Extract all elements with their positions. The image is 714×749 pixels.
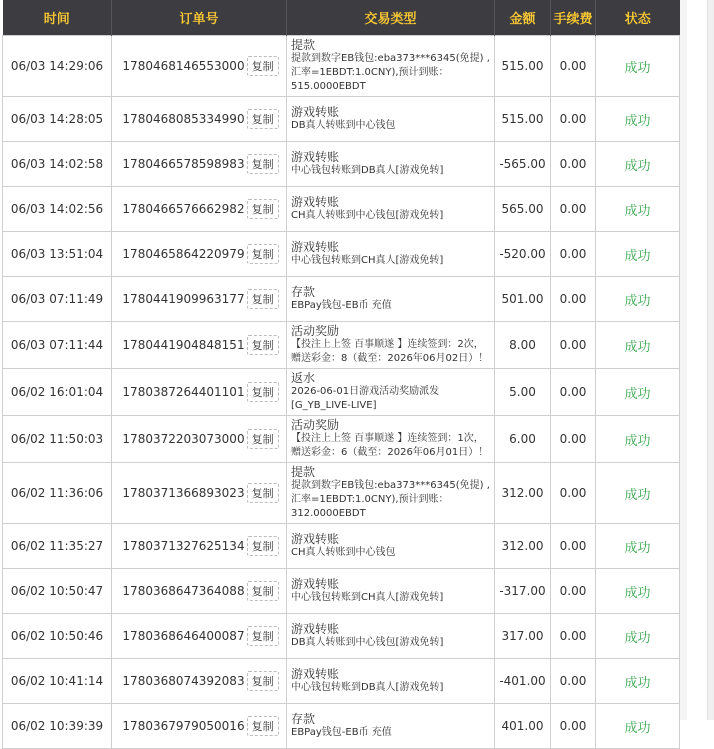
type-title: 提款	[291, 38, 316, 52]
type-description: 提款到数字EB钱包:eba373***6345(免提) ,汇率=1EBDT:1.0CNY),预计到账：515.0000EBDT	[291, 53, 490, 92]
scrollbar-track[interactable]	[707, 0, 714, 720]
table-row	[3, 659, 680, 704]
row-time: 06/02 10:50:46	[3, 614, 112, 659]
row-order	[112, 97, 287, 142]
row-time: 06/03 14:02:56	[3, 187, 112, 232]
copy-button[interactable]: 复制	[247, 581, 279, 601]
order-number: 1780368646400087	[122, 629, 245, 643]
status-badge: 成功	[624, 248, 651, 264]
row-time: 06/03 14:29:06	[3, 36, 112, 97]
order-number: 1780465864220979	[122, 247, 245, 261]
row-type	[287, 232, 495, 277]
row-fee: 0.00	[551, 97, 596, 142]
type-description: CH真人转账到中心钱包[游戏免转]	[291, 210, 444, 221]
row-amount: 515.00	[495, 97, 551, 142]
row-amount: 5.00	[495, 369, 551, 416]
row-order	[112, 569, 287, 614]
row-amount: 312.00	[495, 463, 551, 524]
order-number: 1780441909963177	[122, 292, 245, 306]
row-status	[596, 524, 680, 569]
row-order	[112, 369, 287, 416]
copy-button[interactable]: 复制	[247, 626, 279, 646]
copy-button[interactable]: 复制	[247, 244, 279, 264]
row-time: 06/03 14:02:58	[3, 142, 112, 187]
header-status: 状态	[596, 0, 680, 36]
row-status	[596, 704, 680, 749]
status-badge: 成功	[624, 487, 651, 503]
type-title: 存款	[291, 285, 316, 299]
order-number: 1780372203073000	[122, 432, 245, 446]
row-time: 06/02 11:35:27	[3, 524, 112, 569]
row-status	[596, 97, 680, 142]
row-status	[596, 659, 680, 704]
type-description: 中心钱包转账到DB真人[游戏免转]	[291, 165, 444, 176]
row-amount: 515.00	[495, 36, 551, 97]
row-amount: -520.00	[495, 232, 551, 277]
row-type	[287, 36, 495, 97]
status-badge: 成功	[624, 540, 651, 556]
row-fee: 0.00	[551, 416, 596, 463]
type-description: 中心钱包转账到DB真人[游戏免转]	[291, 682, 444, 693]
order-number: 1780371366893023	[122, 486, 245, 500]
copy-button[interactable]: 复制	[247, 716, 279, 736]
type-title: 游戏转账	[291, 150, 340, 164]
type-title: 提款	[291, 465, 316, 479]
status-badge: 成功	[624, 675, 651, 691]
row-time: 06/03 13:51:04	[3, 232, 112, 277]
row-status	[596, 463, 680, 524]
row-status	[596, 187, 680, 232]
type-description: DB真人转账到中心钱包	[291, 120, 396, 131]
type-description: DB真人转账到中心钱包[游戏免转]	[291, 637, 444, 648]
row-fee: 0.00	[551, 142, 596, 187]
type-description: 【投注上上签 百事顺遂 】连续签到：1次，赠送彩金：6（截至：2026年06月01日）！	[291, 433, 489, 458]
row-fee: 0.00	[551, 322, 596, 369]
type-title: 游戏转账	[291, 240, 340, 254]
header-amount: 金额	[495, 0, 551, 36]
row-type	[287, 416, 495, 463]
header-order: 订单号	[112, 0, 287, 36]
row-order	[112, 232, 287, 277]
row-type	[287, 463, 495, 524]
type-title: 存款	[291, 712, 316, 726]
copy-button[interactable]: 复制	[247, 154, 279, 174]
row-fee: 0.00	[551, 463, 596, 524]
row-fee: 0.00	[551, 614, 596, 659]
row-status	[596, 277, 680, 322]
row-fee: 0.00	[551, 369, 596, 416]
type-title: 游戏转账	[291, 577, 340, 591]
row-fee: 0.00	[551, 704, 596, 749]
type-description: 中心钱包转账到CH真人[游戏免转]	[291, 592, 444, 603]
table-row	[3, 97, 680, 142]
copy-button[interactable]: 复制	[247, 429, 279, 449]
row-time: 06/03 14:28:05	[3, 97, 112, 142]
copy-button[interactable]: 复制	[247, 199, 279, 219]
row-type	[287, 524, 495, 569]
row-status	[596, 232, 680, 277]
row-amount: 565.00	[495, 187, 551, 232]
type-description: 【投注上上签 百事顺遂 】连续签到：2次，赠送彩金：8（截至：2026年06月02日）！	[291, 339, 489, 364]
status-badge: 成功	[624, 203, 651, 219]
row-order	[112, 277, 287, 322]
type-title: 返水	[291, 371, 316, 385]
type-title: 活动奖励	[291, 418, 340, 432]
order-number: 1780466576662982	[122, 202, 245, 216]
row-time: 06/03 07:11:44	[3, 322, 112, 369]
type-description: EBPay钱包-EB币 充值	[291, 727, 392, 738]
row-type	[287, 142, 495, 187]
row-order	[112, 463, 287, 524]
type-description: CH真人转账到中心钱包	[291, 547, 396, 558]
header-fee: 手续费	[551, 0, 596, 36]
status-badge: 成功	[624, 158, 651, 174]
row-type	[287, 614, 495, 659]
row-amount: 6.00	[495, 416, 551, 463]
row-amount: 317.00	[495, 614, 551, 659]
type-title: 游戏转账	[291, 105, 340, 119]
status-badge: 成功	[624, 293, 651, 309]
row-status	[596, 416, 680, 463]
status-badge: 成功	[624, 585, 651, 601]
row-type	[287, 704, 495, 749]
row-status	[596, 369, 680, 416]
table-row	[3, 614, 680, 659]
table-right-shadow	[679, 0, 687, 720]
table-row	[3, 187, 680, 232]
row-amount: -401.00	[495, 659, 551, 704]
row-status	[596, 569, 680, 614]
header-type: 交易类型	[287, 0, 495, 36]
row-fee: 0.00	[551, 569, 596, 614]
row-time: 06/02 11:36:06	[3, 463, 112, 524]
copy-button[interactable]: 复制	[247, 56, 279, 76]
order-number: 1780371327625134	[122, 539, 245, 553]
row-fee: 0.00	[551, 277, 596, 322]
type-description: 中心钱包转账到CH真人[游戏免转]	[291, 255, 444, 266]
order-number: 1780468085334990	[122, 112, 245, 126]
copy-button[interactable]: 复制	[247, 382, 279, 402]
row-type	[287, 569, 495, 614]
row-status	[596, 322, 680, 369]
row-type	[287, 369, 495, 416]
table-row	[3, 569, 680, 614]
copy-button[interactable]: 复制	[247, 289, 279, 309]
row-order	[112, 659, 287, 704]
row-fee: 0.00	[551, 524, 596, 569]
type-title: 游戏转账	[291, 195, 340, 209]
row-time: 06/02 11:50:03	[3, 416, 112, 463]
copy-button[interactable]: 复制	[247, 335, 279, 355]
row-fee: 0.00	[551, 659, 596, 704]
row-time: 06/02 10:41:14	[3, 659, 112, 704]
status-badge: 成功	[624, 113, 651, 129]
row-amount: 401.00	[495, 704, 551, 749]
table-row	[3, 704, 680, 749]
row-fee: 0.00	[551, 187, 596, 232]
row-order	[112, 416, 287, 463]
table-row	[3, 463, 680, 524]
transactions-table	[2, 0, 680, 749]
order-number: 1780367979050016	[122, 719, 245, 733]
table-header	[3, 0, 680, 36]
table-row	[3, 232, 680, 277]
row-order	[112, 142, 287, 187]
row-time: 06/02 10:39:39	[3, 704, 112, 749]
status-badge: 成功	[624, 60, 651, 76]
row-amount: -565.00	[495, 142, 551, 187]
order-number: 1780466578598983	[122, 157, 245, 171]
status-badge: 成功	[624, 720, 651, 736]
order-number: 1780387264401101	[122, 385, 245, 399]
row-order	[112, 36, 287, 97]
row-order	[112, 524, 287, 569]
row-amount: 312.00	[495, 524, 551, 569]
copy-button[interactable]: 复制	[247, 109, 279, 129]
table-row	[3, 142, 680, 187]
header-time: 时间	[3, 0, 112, 36]
type-description: 提款到数字EB钱包:eba373***6345(免提) ,汇率=1EBDT:1.0CNY),预计到账：312.0000EBDT	[291, 480, 490, 519]
row-amount: -317.00	[495, 569, 551, 614]
row-amount: 501.00	[495, 277, 551, 322]
row-time: 06/02 10:50:47	[3, 569, 112, 614]
table-row	[3, 369, 680, 416]
row-amount: 8.00	[495, 322, 551, 369]
row-order	[112, 187, 287, 232]
copy-button[interactable]: 复制	[247, 671, 279, 691]
table-row	[3, 524, 680, 569]
table-row	[3, 322, 680, 369]
row-time: 06/03 07:11:49	[3, 277, 112, 322]
row-time: 06/02 16:01:04	[3, 369, 112, 416]
row-fee: 0.00	[551, 36, 596, 97]
row-fee: 0.00	[551, 232, 596, 277]
type-description: 2026-06-01日游戏活动奖励派发[G_YB_LIVE-LIVE]	[291, 386, 440, 411]
order-number: 1780368647364088	[122, 584, 245, 598]
table-row	[3, 416, 680, 463]
row-status	[596, 614, 680, 659]
row-order	[112, 322, 287, 369]
row-order	[112, 704, 287, 749]
table-body	[3, 36, 680, 749]
order-number: 1780468146553000	[122, 59, 245, 73]
status-badge: 成功	[624, 339, 651, 355]
status-badge: 成功	[624, 433, 651, 449]
copy-button[interactable]: 复制	[247, 483, 279, 503]
table-row	[3, 277, 680, 322]
row-status	[596, 36, 680, 97]
copy-button[interactable]: 复制	[247, 536, 279, 556]
order-number: 1780368074392083	[122, 674, 245, 688]
row-type	[287, 659, 495, 704]
type-title: 游戏转账	[291, 667, 340, 681]
row-type	[287, 322, 495, 369]
row-order	[112, 614, 287, 659]
type-title: 游戏转账	[291, 622, 340, 636]
status-badge: 成功	[624, 386, 651, 402]
row-type	[287, 187, 495, 232]
type-title: 游戏转账	[291, 532, 340, 546]
row-type	[287, 277, 495, 322]
row-type	[287, 97, 495, 142]
order-number: 1780441904848151	[122, 338, 245, 352]
status-badge: 成功	[624, 630, 651, 646]
table-row	[3, 36, 680, 97]
type-title: 活动奖励	[291, 324, 340, 338]
type-description: EBPay钱包-EB币 充值	[291, 300, 392, 311]
row-status	[596, 142, 680, 187]
